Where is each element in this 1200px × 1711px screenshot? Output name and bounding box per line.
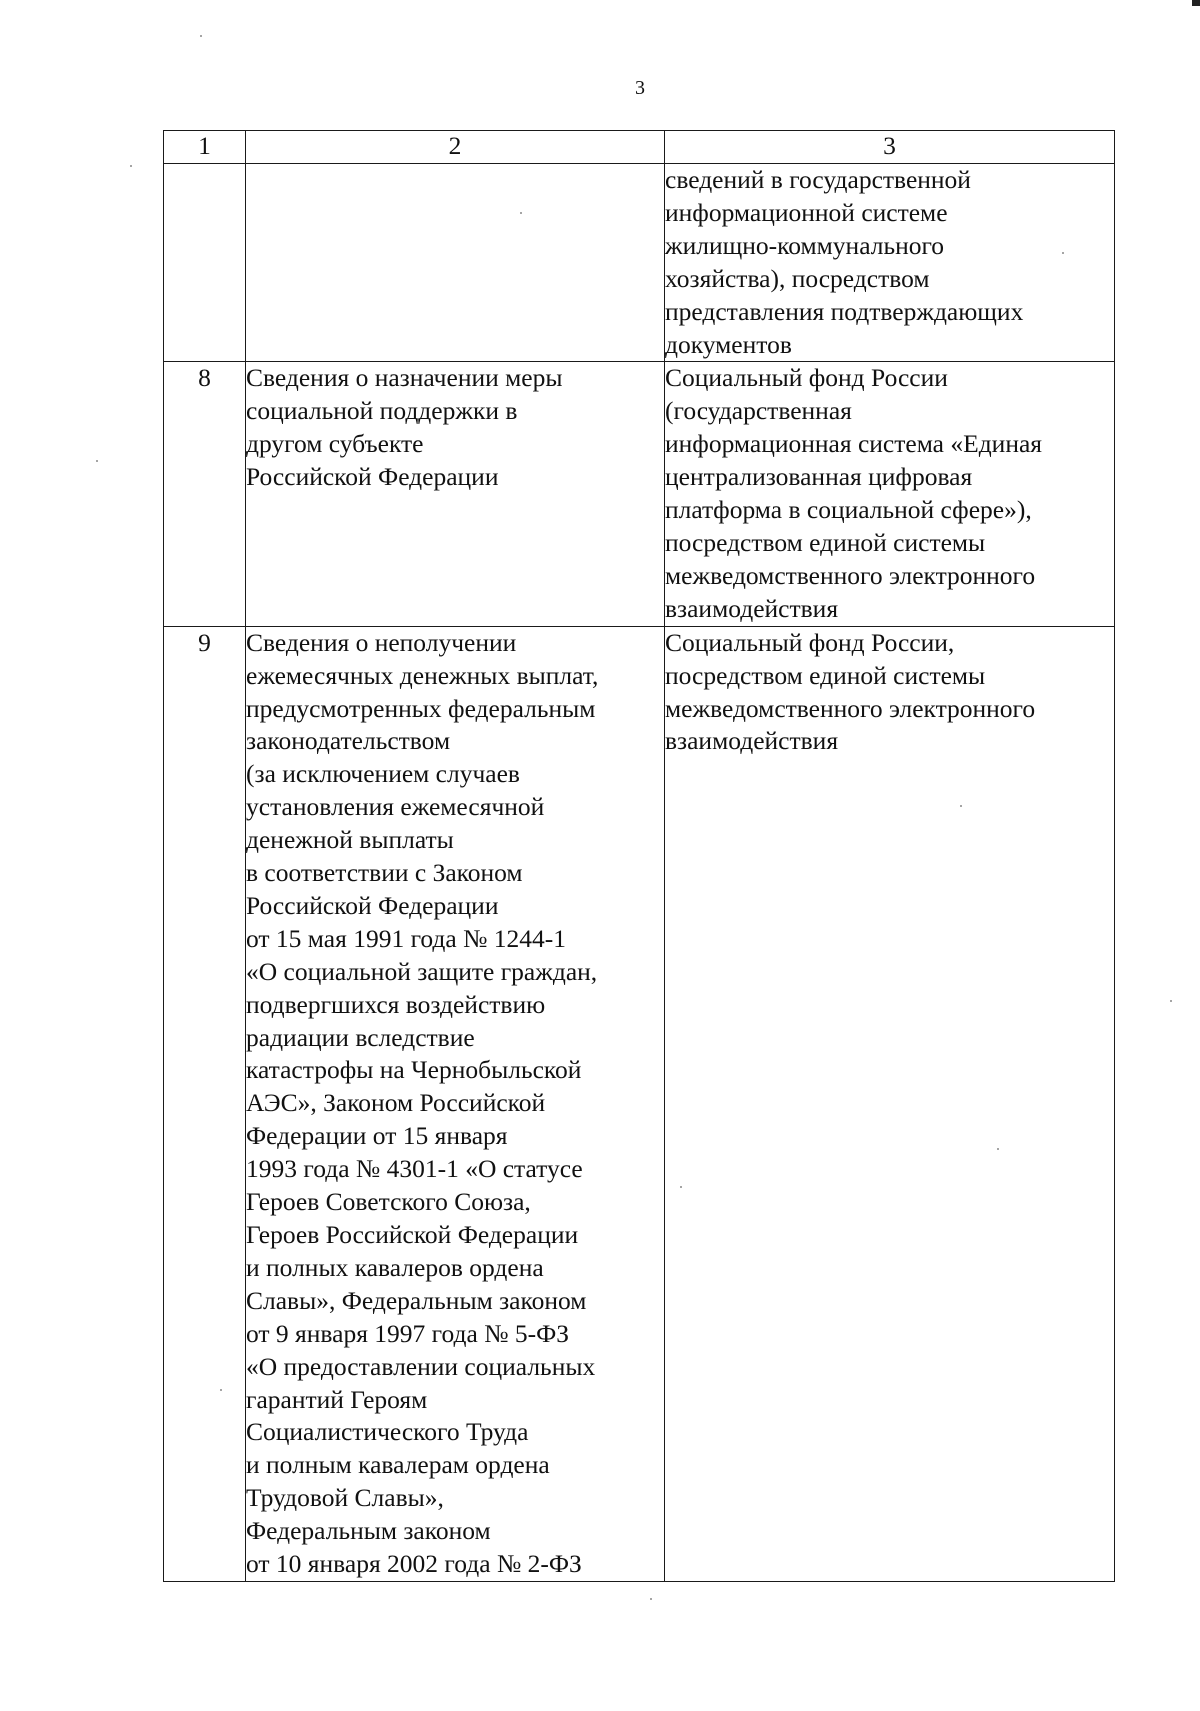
info-line: установления ежемесячной [246,792,545,822]
info-line: и полным кавалерам ордена [246,1450,550,1480]
info-line: в соответствии с Законом [246,858,523,888]
source-line: сведений в государственной [665,165,971,194]
source-line: информационная система «Единая [665,429,1043,459]
column-header-2: 2 [246,131,665,164]
info-line: законодательством [246,726,451,756]
source-line: Социальный фонд России [665,363,948,393]
source-line: взаимодействия [665,726,839,756]
scan-speck [200,35,202,37]
info-line: АЭС», Законом Российской [246,1088,546,1118]
info-line: катастрофы на Чернобыльской [246,1055,582,1085]
info-line: Социалистического Труда [246,1417,529,1447]
info-line: Сведения о неполучении [246,627,517,657]
info-line: радиации вследствие [246,1022,475,1052]
source-cell [665,362,1115,626]
source-line: хозяйства), посредством [665,263,930,293]
info-line: ежемесячных денежных выплат, [246,660,599,690]
source-line: посредством единой системы [665,527,986,557]
table-row [164,626,1115,1581]
source-line: Социальный фонд России, [665,627,955,657]
info-line: Славы», Федеральным законом [246,1285,587,1315]
info-line: Героев Российской Федерации [246,1220,579,1249]
scan-speck [96,460,98,462]
document-table [163,130,1115,1582]
source-line: межведомственного электронного [665,693,1036,723]
info-line: от 15 мая 1991 года № 1244-1 [246,923,567,953]
scan-speck [997,1148,999,1150]
scan-speck [1062,252,1064,254]
scan-edge-mark [1192,0,1200,6]
table-row [164,164,1115,362]
info-line: другом субъекте [246,429,424,459]
info-line: «О предоставлении социальных [246,1351,596,1381]
info-cell [246,362,665,626]
info-line: 1993 года № 4301-1 «О статусе [246,1154,583,1184]
scan-speck [1170,1000,1172,1002]
info-cell [246,164,665,362]
info-line: Российской Федерации [246,462,499,492]
source-cell [665,626,1115,1581]
scan-speck [130,165,132,167]
source-line: межведомственного электронного [665,560,1036,590]
source-line: посредством единой системы [665,660,986,690]
info-line: Героев Советского Союза, [246,1187,531,1217]
row-number-cell [164,164,246,362]
column-header-1: 1 [164,131,246,164]
source-line: жилищно-коммунального [665,230,945,260]
source-line: централизованная цифровая [665,462,973,492]
source-line: информационной системе [665,197,948,227]
info-line: «О социальной защите граждан, [246,956,598,986]
info-line: и полных кавалеров ордена [246,1252,544,1282]
info-line: Трудовой Славы», [246,1483,444,1513]
info-cell [246,626,665,1581]
scan-speck [650,1598,652,1600]
scan-speck [520,212,522,214]
info-line: (за исключением случаев [246,759,520,789]
info-line: Федеральным законом [246,1516,491,1546]
scan-speck [960,805,962,807]
info-line: Федерации от 15 января [246,1121,508,1151]
scan-speck [680,1186,682,1188]
info-line: гарантий Героям [246,1384,428,1414]
row-number-cell: 9 [164,626,246,1581]
source-line: (государственная [665,396,852,426]
page-number: 3 [635,77,645,99]
info-line: Российской Федерации [246,890,499,920]
source-line: документов [665,329,792,359]
info-line: социальной поддержки в [246,396,518,426]
info-line: от 10 января 2002 года № 2-ФЗ [246,1549,582,1579]
source-line: взаимодействия [665,593,839,623]
row-number-cell: 8 [164,362,246,626]
scan-speck [220,1389,222,1391]
info-line: от 9 января 1997 года № 5-ФЗ [246,1318,570,1348]
table-header-row [164,131,1115,164]
column-header-3: 3 [665,131,1115,164]
info-line: денежной выплаты [246,825,454,855]
info-line: предусмотренных федеральным [246,693,596,723]
info-line: Сведения о назначении меры [246,363,563,393]
source-line: представления подтверждающих [665,296,1024,326]
source-line: платформа в социальной сфере»), [665,495,1032,525]
source-cell [665,164,1115,362]
info-line: подвергшихся воздействию [246,989,546,1019]
table-row [164,362,1115,626]
